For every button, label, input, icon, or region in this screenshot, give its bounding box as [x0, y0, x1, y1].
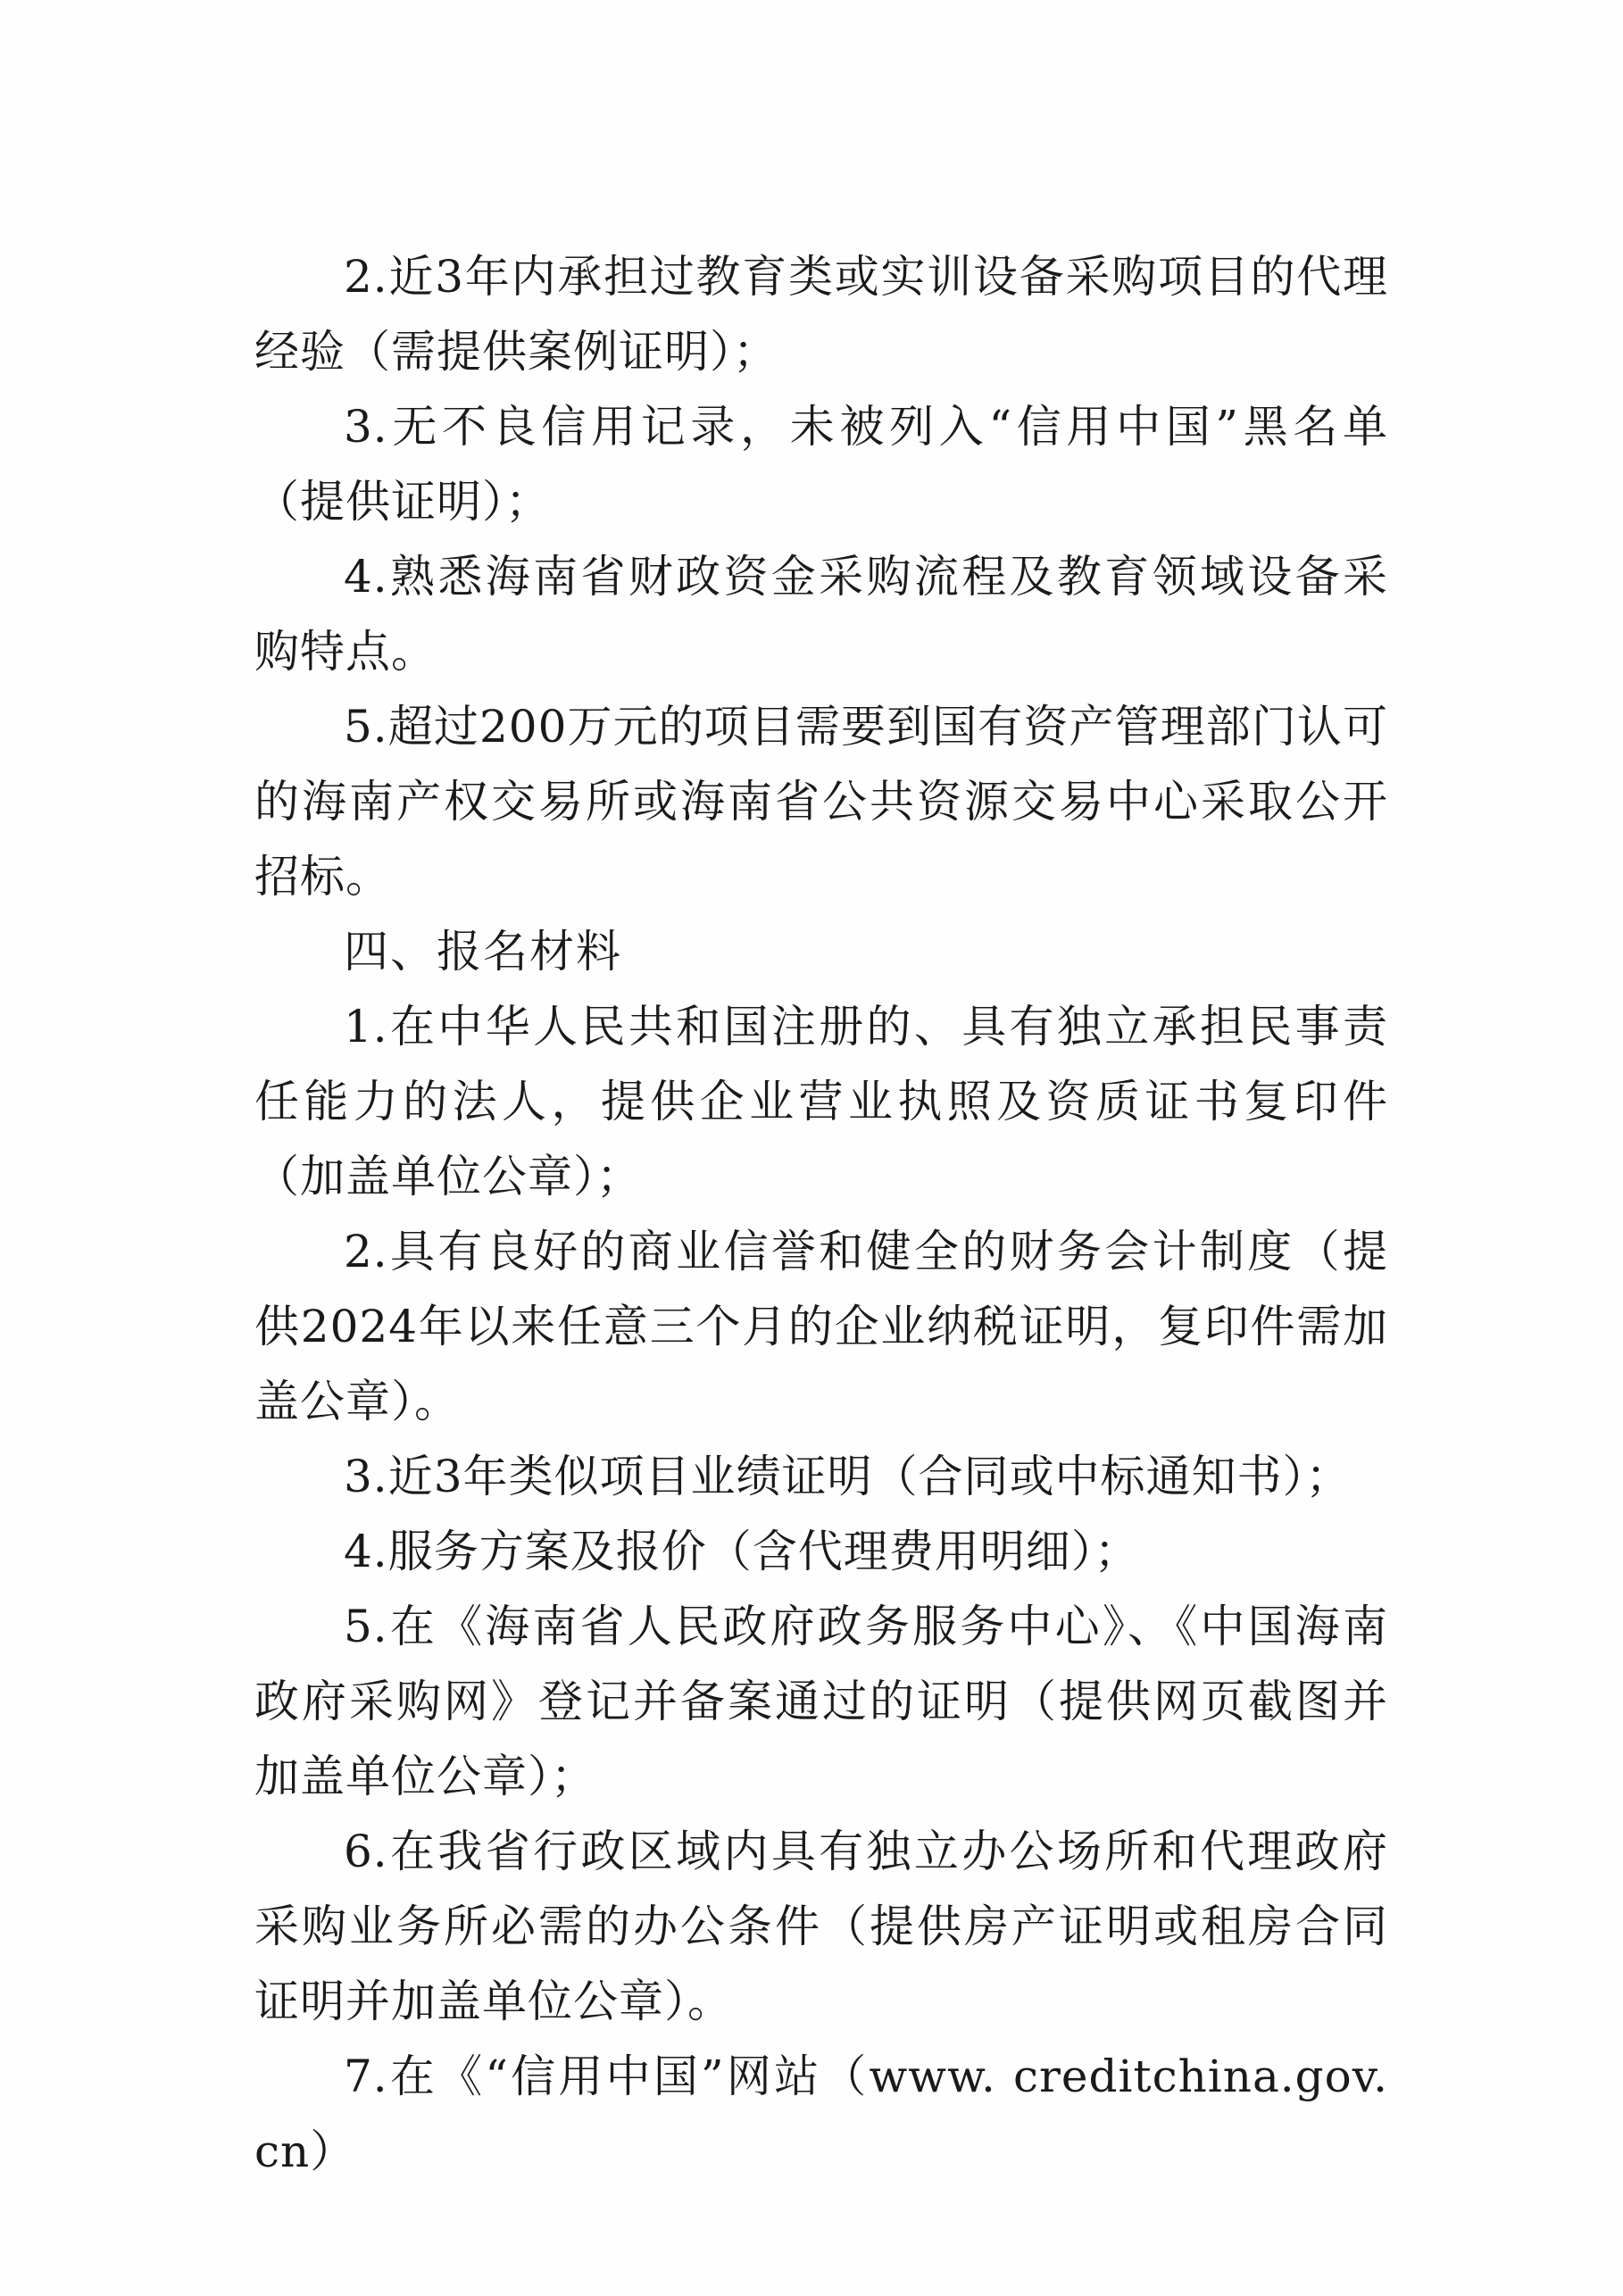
paragraph-material-3-performance-proof: 3.近3年类似项目业绩证明（合同或中标通知书）；: [344, 1451, 1352, 1502]
paragraph-material-6-office-conditions: 6.在我省行政区域内具有独立办公场所和代理政府采购业务所必需的办公条件（提供房产证明或租房合同证明并加盖单位公章）。: [254, 1826, 1388, 2027]
paragraph-material-2-tax-proof: 2.具有良好的商业信誉和健全的财务会计制度（提供2024年以来任意三个月的企业纳税证明，复印件需加盖公章）。: [254, 1226, 1388, 1427]
paragraph-item-3-credit-record: 3.无不良信用记录，未被列入“信用中国”黑名单（提供证明）；: [254, 401, 1388, 528]
paragraph-item-5-public-tender: 5.超过200万元的项目需要到国有资产管理部门认可的海南产权交易所或海南省公共资源交易中心采取公开招标。: [254, 701, 1388, 903]
paragraph-material-4-service-plan: 4.服务方案及报价（含代理费用明细）；: [344, 1526, 1140, 1577]
paragraph-item-2-agency-experience: 2.近3年内承担过教育类或实训设备采购项目的代理经验（需提供案例证明）；: [254, 251, 1388, 378]
paragraph-material-5-registration-proof: 5.在《海南省人民政府政务服务中心》、《中国海南政府采购网》登记并备案通过的证明（提供网页截图并加盖单位公章）；: [254, 1601, 1388, 1802]
document-body: [254, 239, 1388, 2189]
section-heading-registration-materials: 四、报名材料: [344, 926, 622, 977]
paragraph-material-7-credit-china: 7.在《“信用中国”网站（www. creditchina.gov.cn）: [254, 2051, 1388, 2177]
paragraph-item-4-procurement-process: 4.熟悉海南省财政资金采购流程及教育领域设备采购特点。: [254, 551, 1388, 678]
paragraph-material-1-business-license: 1.在中华人民共和国注册的、具有独立承担民事责任能力的法人，提供企业营业执照及资质证书复印件（加盖单位公章）；: [254, 1001, 1388, 1202]
